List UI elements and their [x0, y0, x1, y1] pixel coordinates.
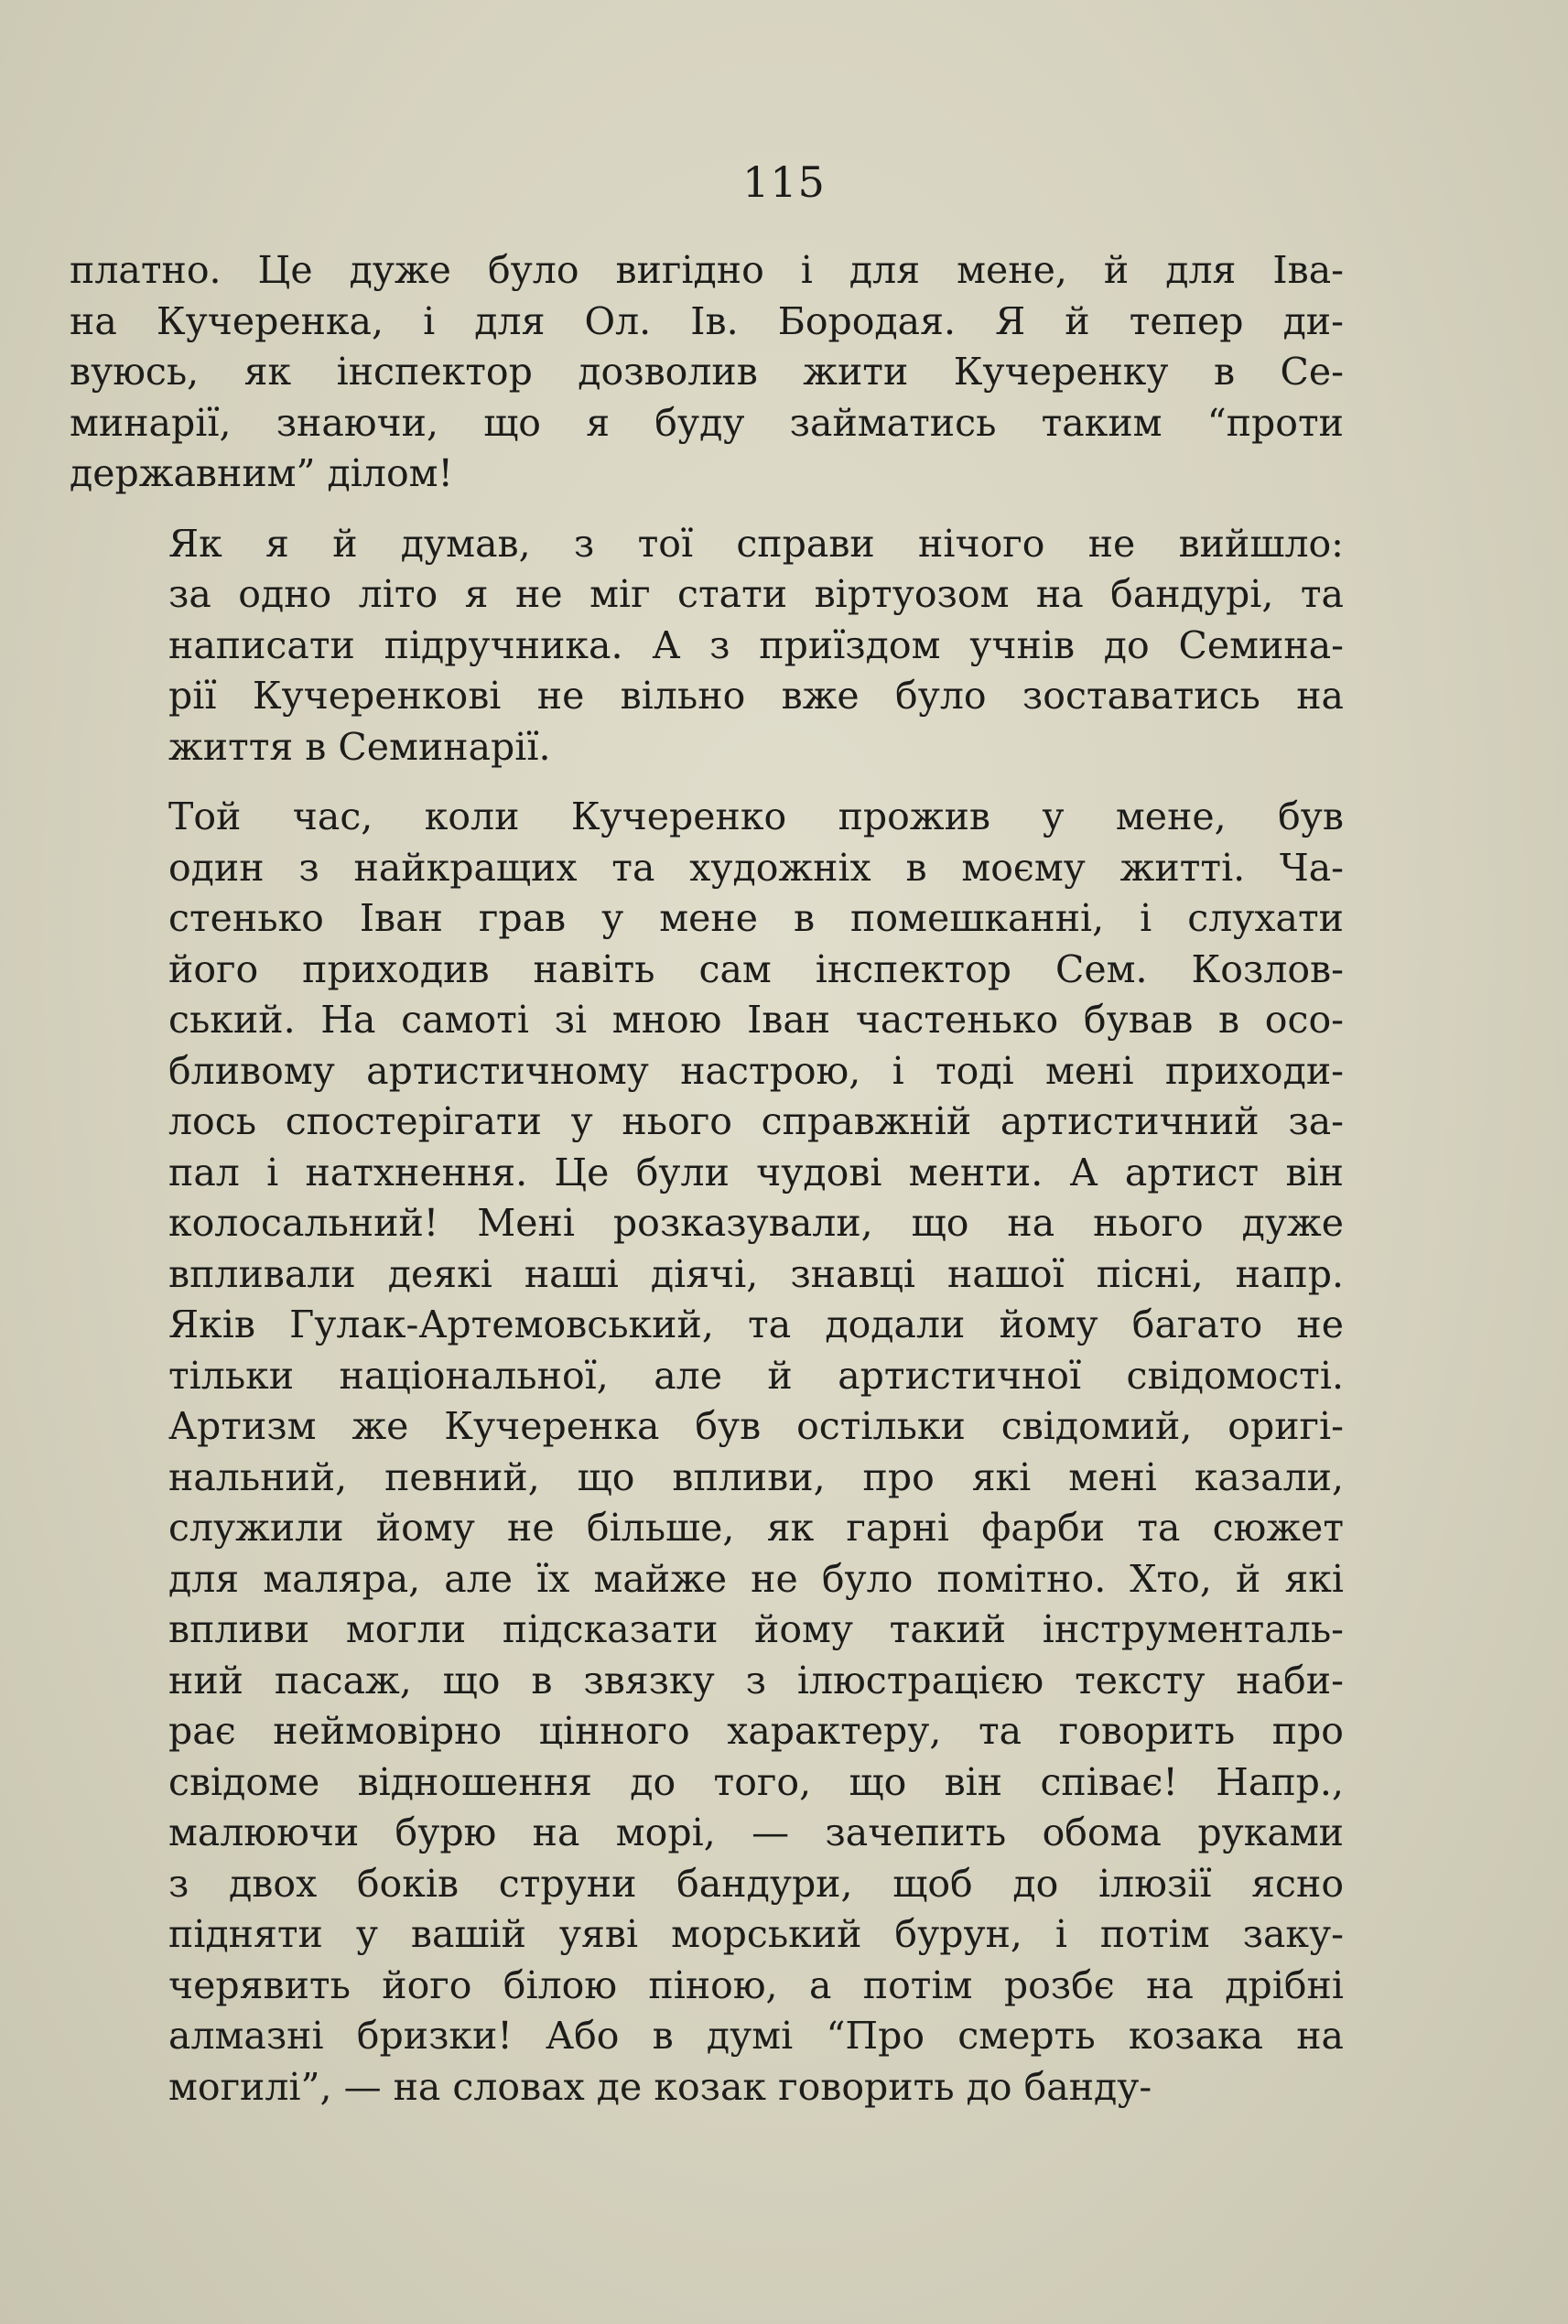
- text-line: черявить його білою піною, а потім розбє на дрібні: [168, 1962, 1344, 2007]
- text-line: один з найкращих та художніх в моєму житті. Ча-: [168, 845, 1344, 890]
- text-line: ний пасаж, що в звязку з ілюстрацією тексту наби-: [168, 1658, 1344, 1702]
- text-line: стенько Іван грав у мене в помешканні, і слухати: [168, 896, 1344, 940]
- text-line: вуюсь, як інспектор дозволив жити Кучеренку в Се-: [70, 350, 1344, 394]
- text-line: за одно літо я не міг стати віртуозом на бандурі, та: [168, 572, 1344, 616]
- text-line: його приходив навіть сам інспектор Сем. Козлов-: [168, 946, 1344, 991]
- text-line: пал і натхнення. Це були чудові менти. А артист він: [168, 1150, 1344, 1194]
- text-line: ський. На самоті зі мною Іван частенько бував в осо-: [168, 998, 1344, 1042]
- paragraph: [70, 245, 1344, 500]
- text-line: написати підручника. А з приїздом учнів до Семина-: [168, 622, 1344, 667]
- text-line: впливи могли підсказати йому такий інструменталь-: [168, 1607, 1344, 1651]
- text-line: для маляра, але їх майже не було помітно. Хто, й які: [168, 1556, 1344, 1601]
- text-line: державним” ділом!: [70, 451, 453, 495]
- text-line: рає неймовірно цінного характеру, та говорить про: [168, 1709, 1344, 1753]
- text-line: на Кучеренка, і для Ол. Ів. Бородая. Я й тепер ди-: [70, 298, 1344, 343]
- text-line: Як я й думав, з тої справи нічого не вийшло:: [168, 521, 1344, 566]
- text-line: впливали деякі наші діячі, знавці нашої пісні, напр.: [168, 1251, 1344, 1296]
- text-line: свідоме відношення до того, що він співає! Напр.,: [168, 1759, 1344, 1804]
- text-line: Той час, коли Кучеренко прожив у мене, був: [168, 794, 1344, 838]
- text-line: тільки національної, але й артистичної свідомості.: [168, 1353, 1344, 1398]
- paragraph: [70, 792, 1344, 2113]
- text-line: Яків Гулак-Артемовський, та додали йому багато не: [168, 1303, 1344, 1346]
- text-line: могилі”, — на словах де козак говорить до банду-: [168, 2064, 1152, 2109]
- text-line: малюючи бурю на морі, — зачепить обома руками: [168, 1811, 1344, 1854]
- text-line: життя в Семинарії.: [168, 724, 551, 769]
- text-line: підняти у вашій уяві морський бурун, і потім заку-: [168, 1912, 1344, 1956]
- body-text: [70, 245, 1344, 2113]
- text-line: нальний, певний, що впливи, про які мені казали,: [168, 1454, 1344, 1499]
- page-number: 115: [742, 157, 826, 207]
- text-line: минарії, знаючи, що я буду займатись таким “проти: [70, 400, 1344, 445]
- text-line: бливому артистичному настрою, і тоді мені приходи-: [168, 1048, 1344, 1093]
- text-line: платно. Це дуже було вигідно і для мене, й для Іва-: [70, 248, 1344, 292]
- text-line: служили йому не більше, як гарні фарби та сюжет: [168, 1506, 1344, 1550]
- text-line: з двох боків струни бандури, щоб до ілюзії ясно: [168, 1861, 1344, 1906]
- text-line: Артизм же Кучеренка був остільки свідомий, оригі-: [168, 1404, 1344, 1448]
- paragraph: [70, 519, 1344, 773]
- text-line: колосальний! Мені розказували, що на нього дуже: [168, 1201, 1344, 1245]
- text-line: алмазні бризки! Або в думі “Про смерть козака на: [168, 2014, 1344, 2058]
- text-line: лось спостерігати у нього справжній артистичний за-: [168, 1099, 1344, 1143]
- text-line: рії Кучеренкові не вільно вже було зоставатись на: [168, 674, 1344, 718]
